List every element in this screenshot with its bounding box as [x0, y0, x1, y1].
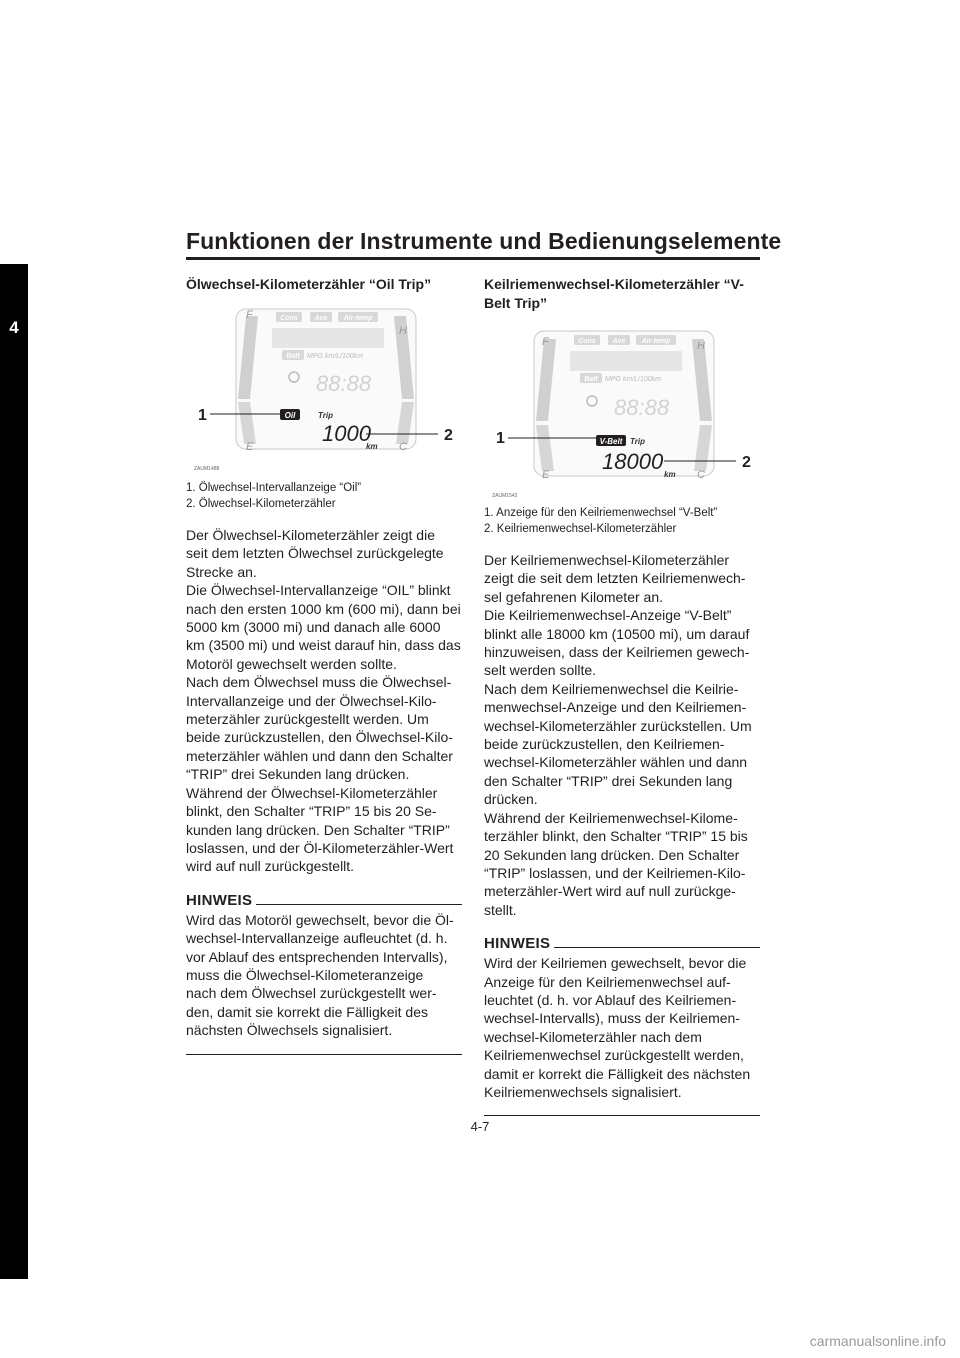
- callout-2: 2: [742, 454, 751, 471]
- oil-note-text: Wird das Motoröl gewechselt, bevor die Öl- wechsel-Intervallanzeige aufleuchtet (d. h. vor Ablauf des entsprechenden Intervalls), muss die Ölwechsel-Kilometeranzeige nach dem Ölwechsel zurückgestellt wer- den, damit sie korrekt die Fälligkeit des nächsten Ölwechsels signalisiert.: [186, 911, 454, 1039]
- note-end-rule: [484, 1115, 760, 1116]
- lcd-air-temp-label: Air-temp: [343, 315, 373, 322]
- note-heading-rule: [554, 947, 760, 948]
- oil-trip-display-illustration: [186, 304, 462, 474]
- header-rule: [186, 257, 760, 260]
- oil-trip-odometer: 1000: [322, 421, 371, 446]
- right-column: [484, 275, 760, 1116]
- lcd-ave-label: Ave: [314, 315, 328, 322]
- oil-trip-figure: [186, 304, 462, 474]
- caption-1: 1. Ölwechsel-Intervallanzeige “Oil”: [186, 482, 362, 494]
- gauge-h-label: H: [399, 325, 407, 337]
- odometer-unit: km: [664, 470, 676, 479]
- caption-2: 2. Keilriemenwechsel-Kilometerzähler: [484, 523, 677, 535]
- note-title: HINWEIS: [186, 891, 253, 909]
- lcd-batt-label: Batt: [286, 353, 300, 360]
- lcd-segment-row: [272, 328, 384, 348]
- note-title: HINWEIS: [484, 935, 551, 953]
- vbelt-trip-captions: [484, 505, 760, 537]
- clock-readout: 88:88: [614, 395, 670, 420]
- vbelt-indicator-badge-label: V-Belt: [599, 437, 623, 446]
- gauge-e-label: E: [542, 469, 550, 481]
- lcd-units-label: MPG km/L/100km: [307, 353, 364, 360]
- oil-indicator-badge-label: Oil: [284, 411, 296, 420]
- gauge-h-label: H: [697, 340, 705, 352]
- caption-1: 1. Anzeige für den Keilriemenwechsel “V-Belt”: [484, 507, 718, 519]
- vbelt-trip-section-title: Keilriemenwechsel-Kilometerzähler “V- Belt Trip”: [484, 276, 744, 311]
- oil-trip-body: Der Ölwechsel-Kilometerzähler zeigt die seit dem letzten Ölwechsel zurückgelegte Strecke an. Die Ölwechsel-Intervallanzeige “OIL” blinkt nach den ersten 1000 km (600 mi), dann bei 5000 km (3000 mi) und danach alle 6000 km (3500 mi) und weist darauf hin, dass das Motoröl gewechselt werden sollte. Nach dem Ölwechsel muss die Ölwechsel- Intervallanzeige und der Ölwechsel-Kilo- meterzähler zurückgestellt werden. Um beide zurückzustellen, den Ölwechsel-Kilo- meterzähler wählen und dann den Schalter “TRIP” drei Sekunden lang drücken. Während der Ölwechsel-Kilometerzähler blinkt, den Schalter “TRIP” 15 bis 20 Se- kunden lang drücken. Den Schalter “TRIP” loslassen, und der Öl-Kilometerzähler-Wert wird auf null zurückgestellt.: [186, 527, 461, 875]
- oil-note-heading: [186, 892, 462, 909]
- gauge-f-label: F: [542, 336, 549, 348]
- odometer-unit: km: [366, 442, 378, 451]
- note-heading-rule: [256, 904, 462, 905]
- callout-2: 2: [444, 427, 453, 444]
- left-column: [186, 275, 462, 1055]
- lcd-air-temp-label: Air-temp: [641, 338, 671, 345]
- caption-2: 2. Ölwechsel-Kilometerzähler: [186, 498, 336, 510]
- figure-code: ZAUM1543: [492, 493, 518, 499]
- note-end-rule: [186, 1054, 462, 1055]
- page-number: 4-7: [470, 1119, 490, 1134]
- callout-1: 1: [496, 430, 505, 447]
- clock-readout: 88:88: [316, 371, 372, 396]
- lcd-units-label: MPG km/L/100km: [605, 376, 662, 383]
- gauge-c-label: C: [697, 469, 705, 481]
- gauge-c-label: C: [399, 441, 407, 453]
- gauge-e-label: E: [246, 441, 254, 453]
- gauge-f-label: F: [246, 309, 253, 321]
- lcd-ave-label: Ave: [612, 338, 626, 345]
- lcd-batt-label: Batt: [584, 376, 598, 383]
- lcd-segment-row: [570, 351, 682, 371]
- callout-1: 1: [198, 407, 207, 424]
- lcd-cons-label: Cons: [578, 338, 596, 345]
- page-header-title: Funktionen der Instrumente und Bedienungselemente: [186, 228, 782, 254]
- trip-label: Trip: [318, 411, 333, 420]
- chapter-number: 4: [9, 318, 19, 337]
- vbelt-trip-odometer: 18000: [602, 449, 664, 474]
- vbelt-trip-body: Der Keilriemenwechsel-Kilometerzähler zeigt die seit dem letzten Keilriemenwech- sel gefahrenen Kilometer an. Die Keilriemenwechsel-Anzeige “V-Belt” blinkt alle 18000 km (10500 mi), um darauf hinzuweisen, dass der Keilriemen gewech- selt werden sollte. Nach dem Keilriemenwechsel die Keilrie- menwechsel-Anzeige und den Keilriemen- wechsel-Kilometerzähler zurückstellen. Um beide zurückzustellen, den Keilriemen- wechsel-Kilometerzähler wählen und dann den Schalter “TRIP” drei Sekunden lang drücken. Während der Keilriemenwechsel-Kilome- terzähler blinkt, den Schalter “TRIP” 15 bis 20 Sekunden lang drücken. Den Schalter “TRIP” loslassen, und der Keilriemen-Kilo- meterzähler-Wert wird auf null zurückge- stellt.: [484, 552, 752, 918]
- lcd-cons-label: Cons: [280, 315, 298, 322]
- oil-trip-captions: [186, 480, 462, 512]
- vbelt-trip-display-illustration: [484, 321, 760, 501]
- footer-watermark: carmanualsonline.info: [809, 1333, 946, 1349]
- vbelt-note-text: Wird der Keilriemen gewechselt, bevor die Anzeige für den Keilriemenwechsel auf- leuchtet (d. h. vor Ablauf des Keilriemen- wechsel-Intervalls), muss der Keilriemen- wechsel-Kilometerzähler nach dem Keilriemenwechsel zurückgestellt werden, damit er korrekt die Fälligkeit des nächsten Keilriemenwechsels signalisiert.: [484, 955, 751, 1100]
- oil-trip-section-title: Ölwechsel-Kilometerzähler “Oil Trip”: [186, 276, 432, 292]
- vbelt-trip-figure: [484, 321, 760, 501]
- vbelt-note-heading: [484, 935, 760, 952]
- trip-label: Trip: [630, 437, 645, 446]
- figure-code: ZAUM1488: [194, 466, 220, 472]
